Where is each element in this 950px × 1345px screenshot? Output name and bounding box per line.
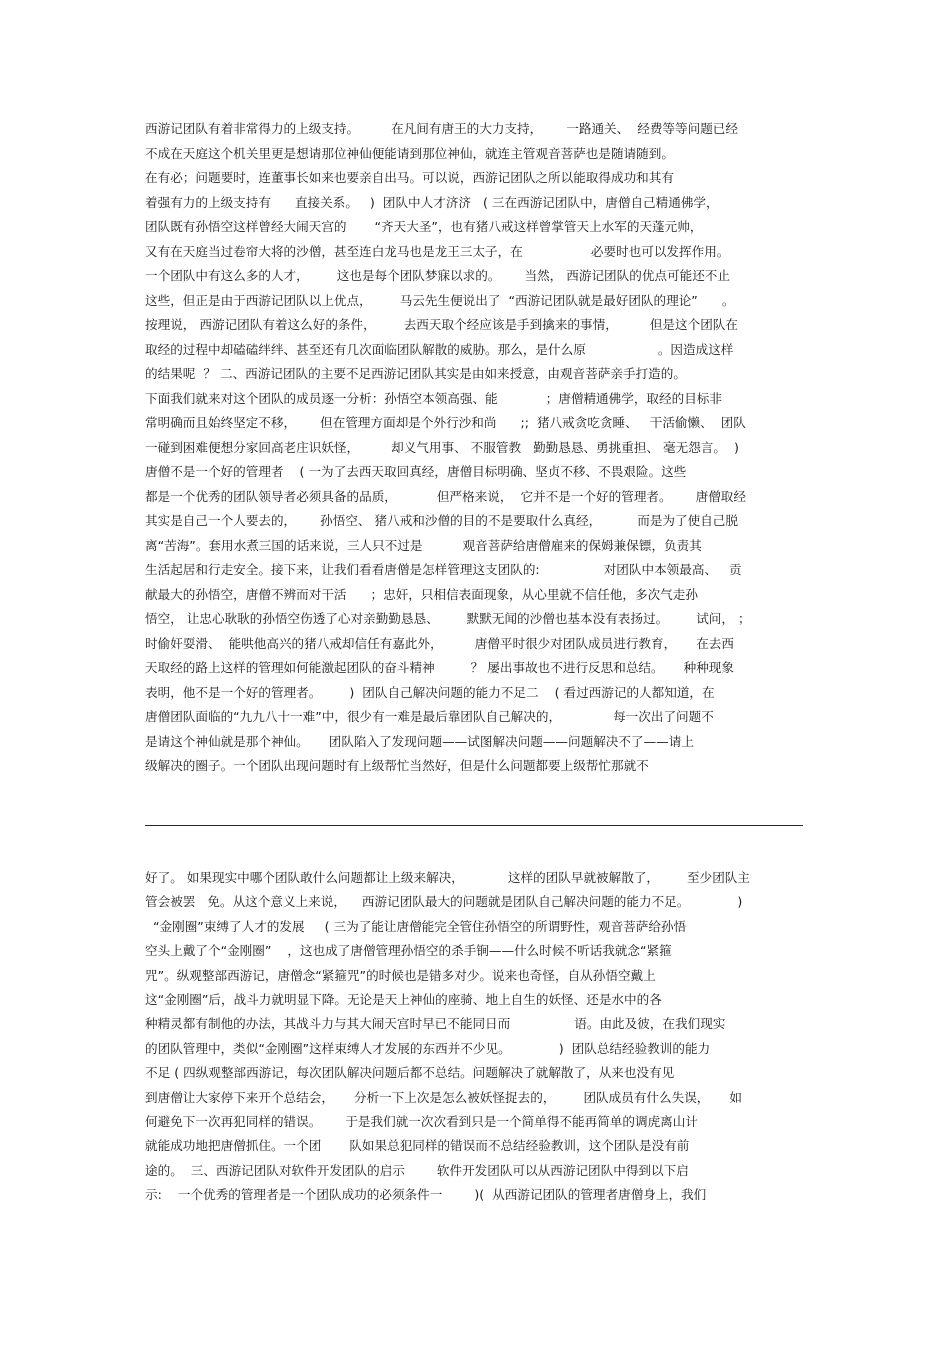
text-line: 常明确而且始终坚定不移， 但在管理方面却是个外行沙和尚 ;; 猪八戒贪吃贪睡、 干活偷懒、 团队 xyxy=(145,415,746,430)
text-line: 这些，但正是由于西游记团队以上优点， 马云先生便说出了 “西游记团队就是最好团队的理论” 。 xyxy=(145,292,735,308)
text-line: 的结果呢 ？ 二、西游记团队的主要不足西游记团队其实是由如来授意，由观音菩萨亲手打造的。 xyxy=(145,366,686,381)
text-line: 着强有力的上级支持有 直接关系。 ) 团队中人才济济 ( 三在西游记团队中，唐僧自己精通佛学， xyxy=(145,194,719,210)
text-line: “金刚圈”束缚了人才的发展 ( 三为了能让唐僧能完全管住孙悟空的所谓野性，观音菩萨给孙悟 xyxy=(145,918,687,934)
text-line: 生活起居和行走安全。接下来，让我们看看唐僧是怎样管理这支团队的: 对团队中本领最高、 贡 xyxy=(145,562,742,577)
text-line: 按理说， 西游记团队有着这么好的条件， 去西天取个经应该是手到擒来的事情， 但是这个团队在 xyxy=(145,317,738,332)
text-line: 何避免下一次再犯同样的错误。 于是我们就一次次看到只是一个简单得不能再简单的调虎离山计 xyxy=(145,1114,698,1129)
text-line: 一碰到困难便想分家回高老庄识妖怪， 却义气用事、 不服管教 勤勤恳恳、勇挑重担、 毫无怨言。 ) xyxy=(145,439,739,455)
text-line: 表明，他不是一个好的管理者。 ) 团队自己解决问题的能力不足二 ( 看过西游记的人都知道，在 xyxy=(145,684,715,700)
text-line: 一个团队中有这么多的人才， 这也是每个团队梦寐以求的。 当然， 西游记团队的优点可能还不止 xyxy=(145,268,730,283)
text-line: 就能成功地把唐僧抓住。一个团 队如果总犯同样的错误而不总结经验教训，这个团队是没有前 xyxy=(145,1138,690,1154)
text-line: 都是一个优秀的团队领导者必须具备的品质， 但严格来说， 它并不是一个好的管理者。 唐僧取经 xyxy=(145,488,746,504)
text-line: 是请这个神仙就是那个神仙。 团队陷入了发现问题——试图解决问题——问题解决不了——请上 xyxy=(145,733,694,749)
text-line: 种精灵都有制他的办法，其战斗力与其大闹天宫时早已不能同日而 语。由此及彼，在我们现实 xyxy=(145,1016,726,1032)
text-line: 其实是自己一个人要去的， 孙悟空、 猪八戒和沙僧的目的不是要取什么真经， 而是为了使自己脱 xyxy=(145,513,738,528)
text-line: 管会被罢 免。从这个意义上来说， 西游记团队最大的问题就是团队自己解决问题的能力不足。 ) xyxy=(145,894,743,910)
text-line: 团队既有孙悟空这样曾经大闹天宫的 “齐天大圣”，也有猪八戒这样曾掌管天上水军的天蓬元帅， xyxy=(145,219,703,234)
text-line: 到唐僧让大家停下来开个总结会， 分析一下上次是怎么被妖怪捉去的， 团队成员有什么失误， 如 xyxy=(145,1089,742,1105)
text-line: 离“苦海”。套用水煮三国的话来说，三人只不过是 观音菩萨给唐僧雇来的保姆兼保镖，负责其 xyxy=(145,537,702,553)
text-line: 的团队管理中，类似“金刚圈”这样束缚人才发展的东西并不少见。 ) 团队总结经验教训的能力 xyxy=(145,1040,711,1056)
text-line: 在有必；问题要时，连董事长如来也要亲自出马。可以说，西游记团队之所以能取得成功和其有 xyxy=(145,170,674,185)
text-line: 途的。 三、西游记团队对软件开发团队的启示 软件开发团队可以从西游记团队中得到以下启 xyxy=(145,1162,689,1178)
text-line: 空头上戴了个“金刚圈” ，这也成了唐僧管理孙悟空的杀手锏——什么时候不听话我就念“紧箍 xyxy=(145,943,672,959)
text-line: 时偷奸耍滑、 能哄他高兴的猪八戒却信任有嘉此外， 唐僧平时很少对团队成员进行教育， 在去西 xyxy=(145,635,734,651)
text-line: 唐僧不是一个好的管理者 ( 一为了去西天取回真经，唐僧目标明确、坚贞不移、不畏艰险。这些 xyxy=(145,464,687,479)
text-line: 又有在天庭当过卷帘大将的沙僧，甚至连白龙马也是龙王三太子，在 必要时也可以发挥作用。 xyxy=(145,243,730,259)
page-divider xyxy=(145,825,803,826)
text-line: 级解决的圈子。一个团队出现问题时有上级帮忙当然好，但是什么问题都要上级帮忙那就不 xyxy=(145,758,649,773)
text-line: 不足 ( 四纵观整部西游记，每次团队解决问题后都不总结。问题解决了就解散了，从来也没有见 xyxy=(145,1065,675,1081)
text-line: 示: 一个优秀的管理者是一个团队成功的必须条件一 )( 从西游记团队的管理者唐僧身上，我们 xyxy=(145,1187,707,1203)
text-line: 唐僧团队面临的“九九八十一难”中，很少有一难是最后靠团队自己解决的， 每一次出了问题不 xyxy=(145,709,714,724)
text-line: 好了。 如果现实中哪个团队敢什么问题都让上级来解决， 这样的团队早就被解散了， 至少团队主 xyxy=(145,870,750,885)
text-line: 下面我们就来对这个团队的成员逐一分析：孙悟空本领高强、能 ；唐僧精通佛学，取经的目标非 xyxy=(145,390,722,406)
text-line: 咒”。纵观整部西游记，唐僧念“紧箍咒”的时候也是错多对少。说来也奇怪，自从孙悟空戴上 xyxy=(145,967,656,983)
text-line: 这“金刚圈”后，战斗力就明显下降。无论是天上神仙的座骑、地上自生的妖怪、还是水中的各 xyxy=(145,992,662,1007)
text-line: 天取经的路上这样的管理如何能激起团队的奋斗精神 ？ 屡出事故也不进行反思和总结。 种种现象 xyxy=(145,660,734,675)
text-line: 取经的过程中却磕磕绊绊、甚至还有几次面临团队解散的威胁。那么，是什么原 。因造成这样 xyxy=(145,341,734,357)
text-line: 西游记团队有着非常得力的上级支持。 在凡间有唐王的大力支持， 一路通关、 经费等等问题已经 xyxy=(145,121,738,136)
text-line: 悟空， 让忠心耿耿的孙悟空伤透了心对亲勤勤恳恳、 默默无闻的沙僧也基本没有表扬过。 试问， ； xyxy=(145,611,751,626)
text-line: 不成在天庭这个机关里更是想请那位神仙便能请到那位神仙，就连主管观音菩萨也是随请随到。 xyxy=(145,145,674,161)
text-line: 献最大的孙悟空，唐僧不辨而对干活 ；忠奸，只相信表面现象，从心里就不信任他，多次气走孙 xyxy=(145,586,698,602)
